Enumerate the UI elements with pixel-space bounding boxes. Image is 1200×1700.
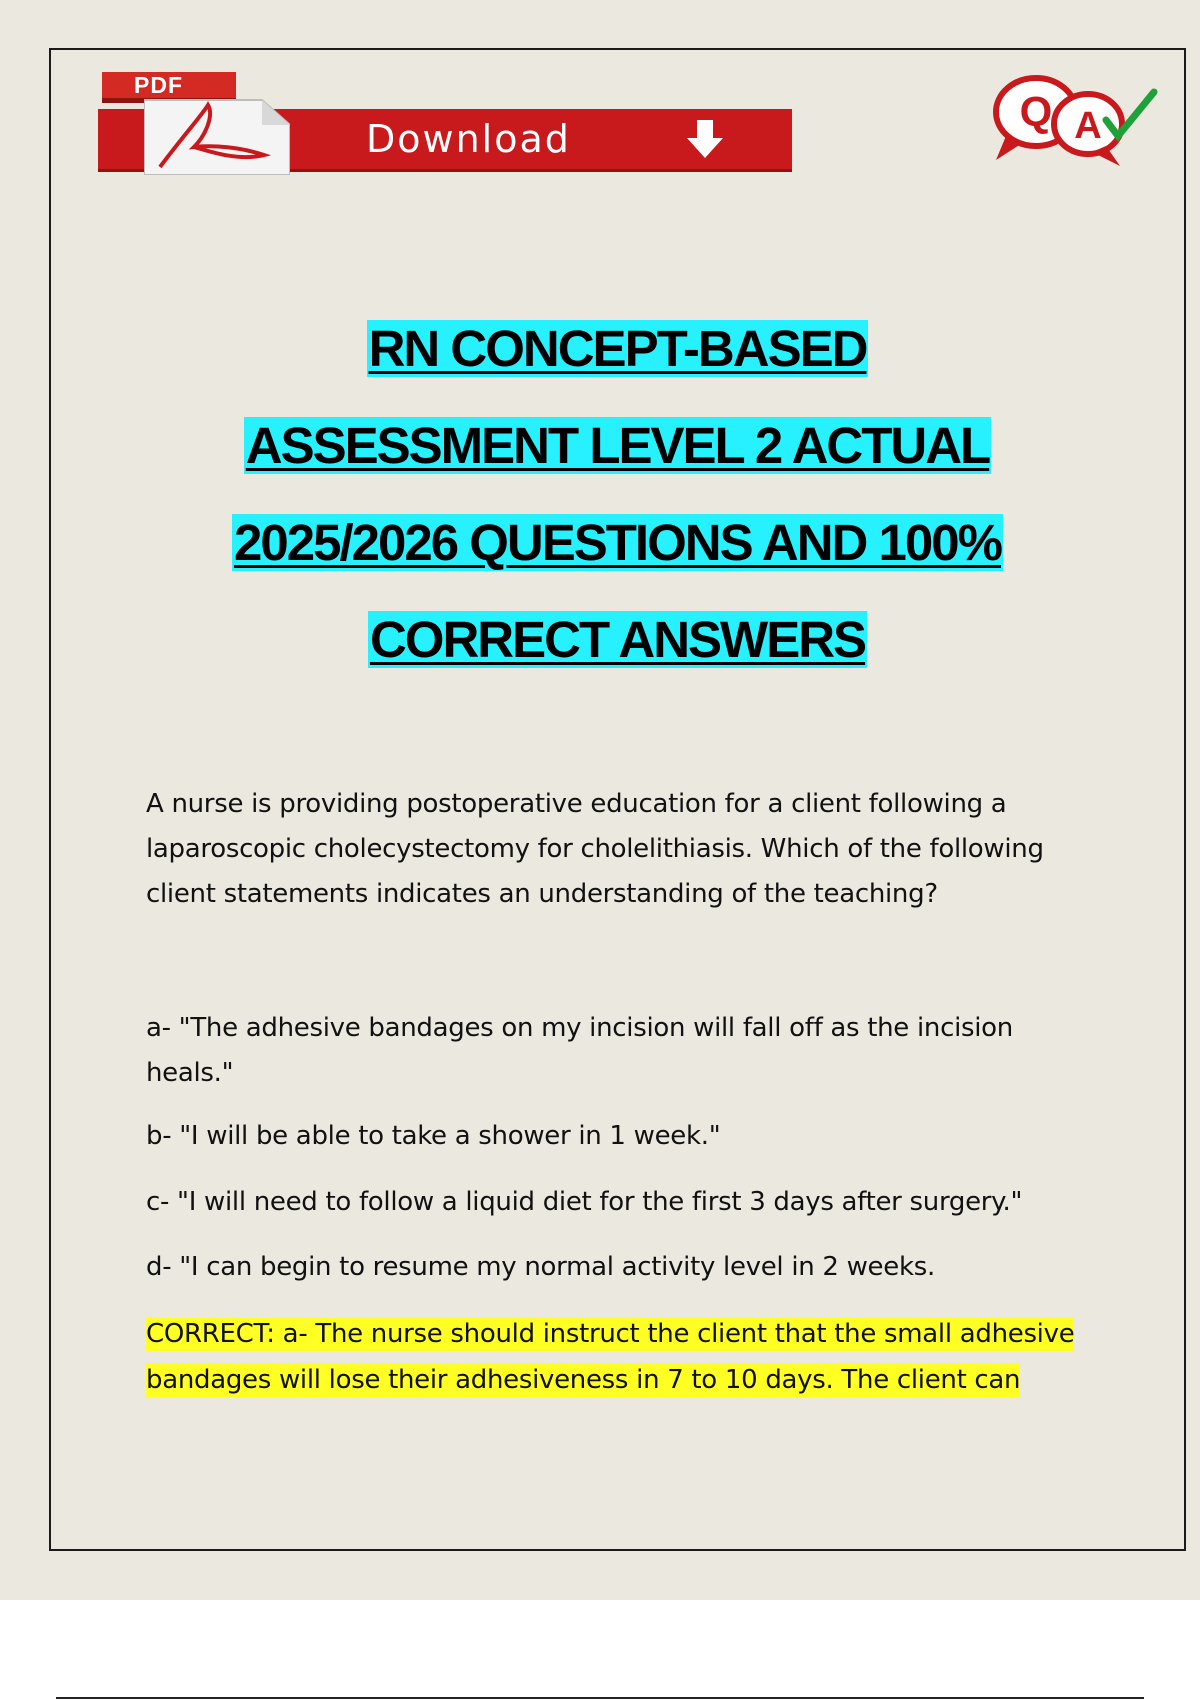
correct-answer: CORRECT: a- The nurse should instruct the client that the small adhesive bandages will lose their adhesiveness in 7 to 10 days. The client can [146,1319,1075,1395]
option-c: c- "I will need to follow a liquid diet for the first 3 days after surgery." [146,1187,1023,1217]
option-d: d- "I can begin to resume my normal activity level in 2 weeks. [146,1252,935,1282]
footer-divider [56,1697,1144,1699]
title-line-3: 2025/2026 QUESTIONS AND 100% [234,514,1001,571]
document-title [49,300,1186,688]
option-a: a- "The adhesive bandages on my incision will fall off as the incision heals." [146,1013,1013,1088]
qa-logo-icon [988,70,1158,170]
pdf-tab: PDF [102,72,236,98]
download-arrow-icon [683,118,727,160]
option-b: b- "I will be able to take a shower in 1 week." [146,1121,721,1151]
title-line-1: RN CONCEPT-BASED [368,320,867,377]
title-line-2: ASSESSMENT LEVEL 2 ACTUAL [245,417,990,474]
svg-text:Q: Q [1019,88,1053,135]
download-label: Download [366,117,571,161]
question-text: A nurse is providing postoperative education for a client following a laparoscopic cholecystectomy for cholelithiasis. Which of the following client statements indicates an understanding of the teaching? [146,789,1044,909]
svg-text:A: A [1074,105,1102,147]
pdf-document-icon [144,75,290,175]
title-line-4: CORRECT ANSWERS [369,611,866,668]
